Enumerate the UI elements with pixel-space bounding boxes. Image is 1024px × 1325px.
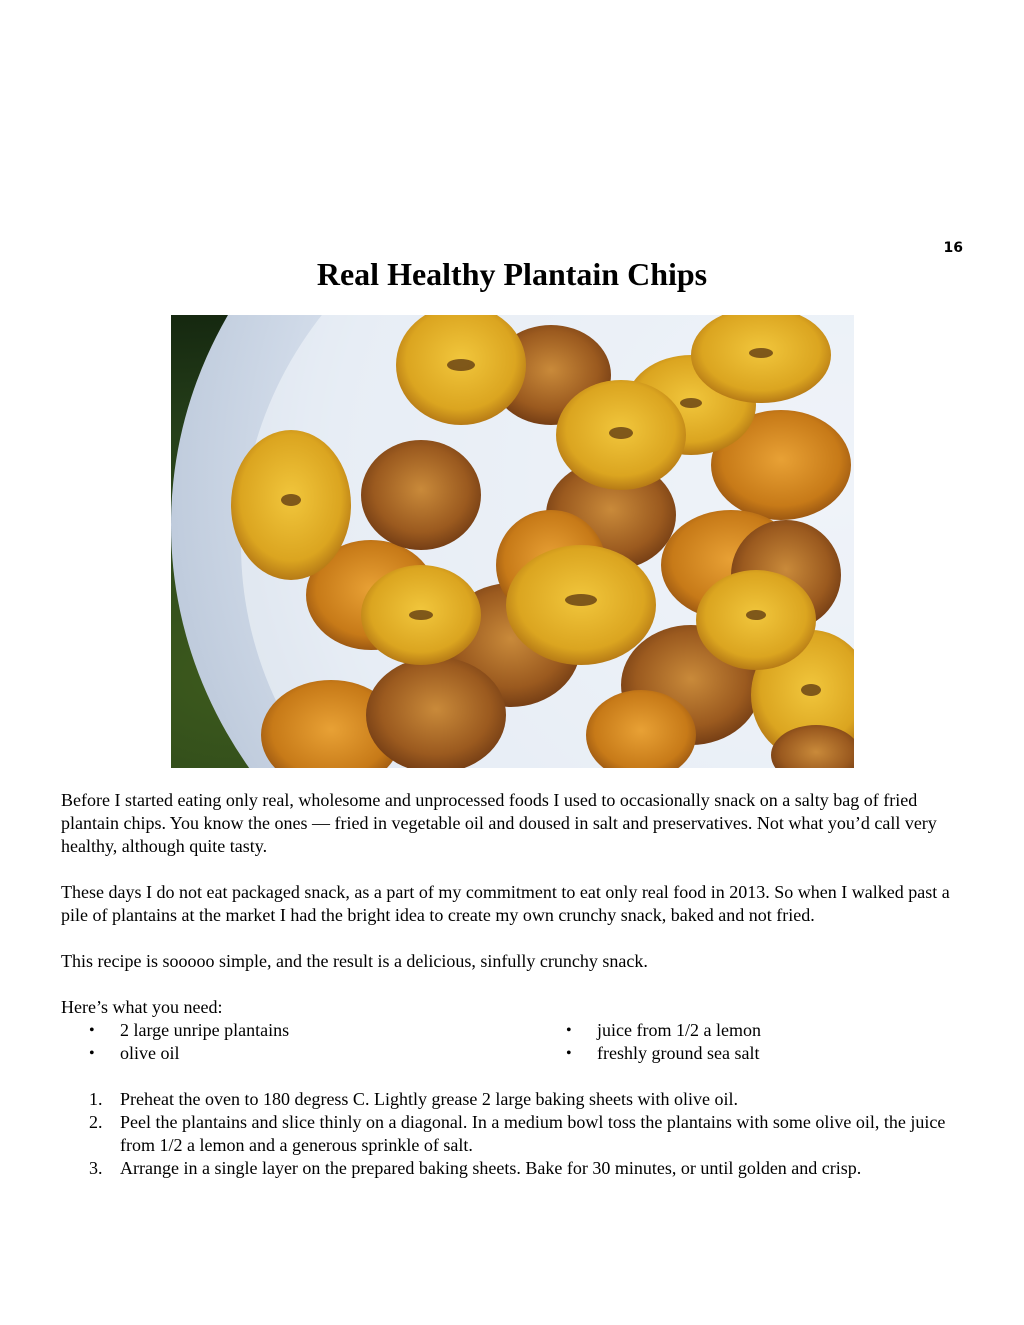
story-paragraph: These days I do not eat packaged snack, as a part of my commitment to eat only real food in 2013. So when I walked past a pile of plantains at the market I had the bright idea to create my own crunchy snack, baked and not fried.: [61, 882, 950, 925]
step-text: Peel the plantains and slice thinly on a diagonal. In a medium bowl toss the plantains with some olive oil, the juice from 1/2 a lemon and a generous sprinkle of salt.: [120, 1112, 946, 1155]
step-number: 1.: [89, 1089, 103, 1109]
recipe-body: [61, 789, 961, 1180]
page-title: Real Healthy Plantain Chips: [316, 256, 708, 292]
ingredients-column-right: [538, 1019, 938, 1065]
page-number: 16: [943, 240, 963, 256]
step-text: Arrange in a single layer on the prepared baking sheets. Bake for 30 minutes, or until golden and crisp.: [120, 1158, 862, 1178]
ingredients-heading: Here’s what you need:: [61, 997, 223, 1017]
step-number: 2.: [89, 1112, 103, 1132]
ingredient-item: • olive oil: [61, 1042, 538, 1065]
instruction-step: [61, 1088, 961, 1111]
step-number: 3.: [89, 1158, 103, 1178]
instructions-list: [61, 1088, 961, 1180]
instruction-step: [61, 1111, 961, 1157]
ingredients-column-left: [61, 1019, 538, 1065]
ingredient-item: • juice from 1/2 a lemon: [538, 1019, 938, 1042]
intro-paragraph: Before I started eating only real, wholesome and unprocessed foods I used to occasionally snack on a salty bag of fried plantain chips. You know the ones — fried in vegetable oil and doused in salt and preservatives. Not what you’d call very healthy, although quite tasty.: [61, 790, 937, 856]
plantain-chips-photo: [171, 315, 854, 768]
ingredient-item: • 2 large unripe plantains: [61, 1019, 538, 1042]
summary-paragraph: This recipe is sooooo simple, and the result is a delicious, sinfully crunchy snack.: [61, 951, 648, 971]
step-text: Preheat the oven to 180 degress C. Lightly grease 2 large baking sheets with olive oil.: [120, 1089, 739, 1109]
instruction-step: [61, 1157, 961, 1180]
ingredients-list: [61, 1019, 961, 1065]
ingredient-item: • freshly ground sea salt: [538, 1042, 938, 1065]
